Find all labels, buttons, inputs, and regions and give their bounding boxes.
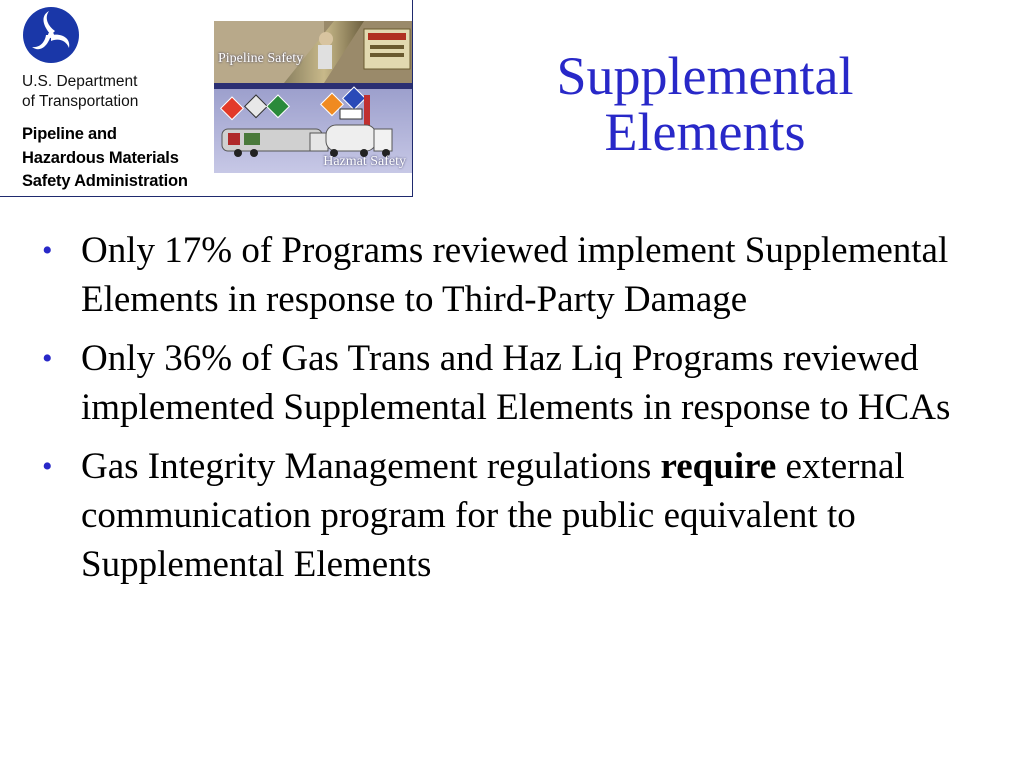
hazmat-safety-label: Hazmat Safety (323, 154, 406, 169)
pipeline-hazmat-photo (214, 21, 412, 173)
slide-title-line-2: Elements (604, 102, 806, 162)
bullet-list (40, 226, 960, 599)
administration-line-1: Pipeline and (22, 125, 117, 143)
pipeline-safety-label: Pipeline Safety (218, 51, 304, 66)
bullet-item (40, 226, 960, 324)
bullet-text-before: Gas Integrity Management regulations (81, 446, 661, 487)
slide-title-line-1: Supplemental (556, 46, 854, 106)
slide-title (450, 48, 960, 160)
administration-name (22, 123, 188, 194)
bullet-text-after: external communication program for the public equivalent to Supplemental Elements (81, 446, 905, 585)
bullet-item (40, 442, 960, 589)
administration-line-3: Safety Administration (22, 172, 188, 190)
dot-logo-icon (22, 6, 80, 64)
department-line-1: U.S. Department (22, 73, 138, 90)
department-name (22, 72, 138, 112)
bullet-text: Only 36% of Gas Trans and Haz Liq Programs reviewed implemented Supplemental Elements in response to HCAs (81, 338, 951, 428)
agency-header (0, 0, 413, 197)
bullet-item (40, 334, 960, 432)
bullet-text-emphasis: require (660, 446, 777, 487)
bullet-text: Only 17% of Programs reviewed implement Supplemental Elements in response to Third-Party Damage (81, 230, 949, 320)
administration-line-2: Hazardous Materials (22, 148, 179, 167)
bullet-icon: • (42, 450, 53, 483)
bullet-icon: • (42, 234, 53, 267)
bullet-icon: • (42, 342, 53, 375)
department-line-2: of Transportation (22, 93, 139, 110)
